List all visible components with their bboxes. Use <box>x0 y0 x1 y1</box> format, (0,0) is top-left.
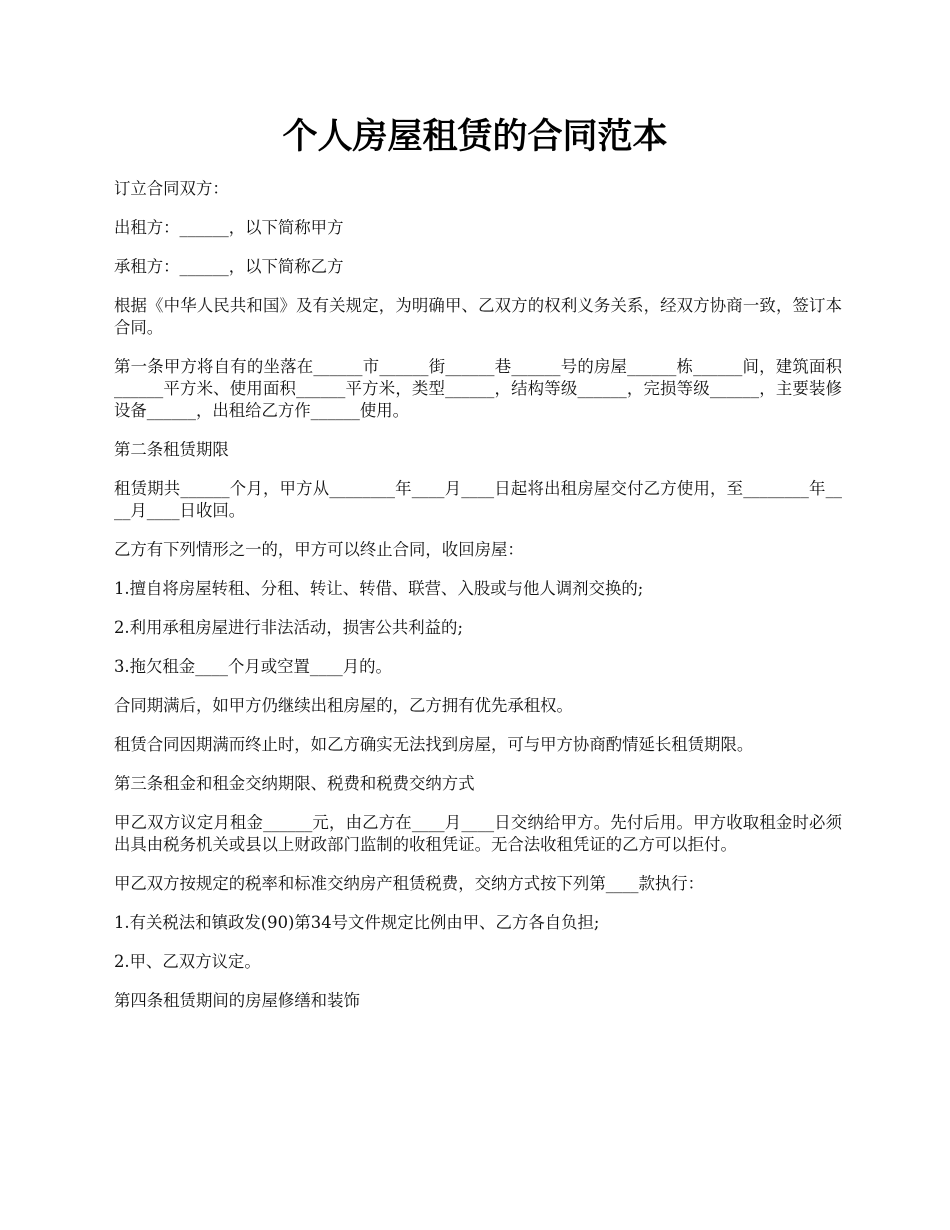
paragraph-basis: 根据《中华人民共和国》及有关规定，为明确甲、乙双方的权利义务关系，经双方协商一致，签订本合同。 <box>114 296 842 337</box>
heading-article-2: 第二条租赁期限 <box>114 440 229 459</box>
heading-article-3: 第三条租金和租金交纳期限、税费和税费交纳方式 <box>114 774 475 793</box>
paragraph-article-1: 第一条甲方将自有的坐落在______市______街______巷______号的房屋______栋______间，建筑面积______平方米、使用面积______平方米，类型______，结构等级______，完损等级______，主要装修设备______，出租给乙方作______使用。 <box>114 357 842 420</box>
paragraph-parties-intro: 订立合同双方： <box>114 179 229 198</box>
paragraph-priority-renewal: 合同期满后，如甲方仍继续出租房屋的，乙方拥有优先承租权。 <box>114 696 573 715</box>
paragraph-lessee: 承租方：______，以下简称乙方 <box>114 257 344 276</box>
list-item-termination-3: 3.拖欠租金____个月或空置____月的。 <box>114 657 392 676</box>
paragraph-rent-payment: 甲乙双方议定月租金______元，由乙方在____月____日交纳给甲方。先付后用。甲方收取租金时必须出具由税务机关或县以上财政部门监制的收租凭证。无合法收租凭证的乙方可以拒付。 <box>114 813 842 854</box>
document-title: 个人房屋租赁的合同范本 <box>282 116 668 157</box>
list-item-termination-1: 1.擅自将房屋转租、分租、转让、转借、联营、入股或与他人调剂交换的; <box>114 579 644 598</box>
paragraph-extension: 租赁合同因期满而终止时，如乙方确实无法找到房屋，可与甲方协商酌情延长租赁期限。 <box>114 735 754 754</box>
paragraph-tax-payment: 甲乙双方按规定的税率和标准交纳房产租赁税费，交纳方式按下列第____款执行： <box>114 874 705 893</box>
paragraph-lessor: 出租方：______，以下简称甲方 <box>114 218 344 237</box>
paragraph-lease-term: 租赁期共______个月，甲方从________年____月____日起将出租房屋交付乙方使用，至________年____月____日收回。 <box>114 479 842 520</box>
document-body <box>114 178 842 1029</box>
heading-article-4: 第四条租赁期间的房屋修缮和装饰 <box>114 991 360 1010</box>
paragraph-termination-conditions: 乙方有下列情形之一的，甲方可以终止合同，收回房屋： <box>114 540 524 559</box>
list-item-tax-2: 2.甲、乙双方议定。 <box>114 952 261 971</box>
list-item-tax-1: 1.有关税法和镇政发(90)第34号文件规定比例由甲、乙方各自负担; <box>114 913 600 932</box>
list-item-termination-2: 2.利用承租房屋进行非法活动，损害公共利益的; <box>114 618 463 637</box>
